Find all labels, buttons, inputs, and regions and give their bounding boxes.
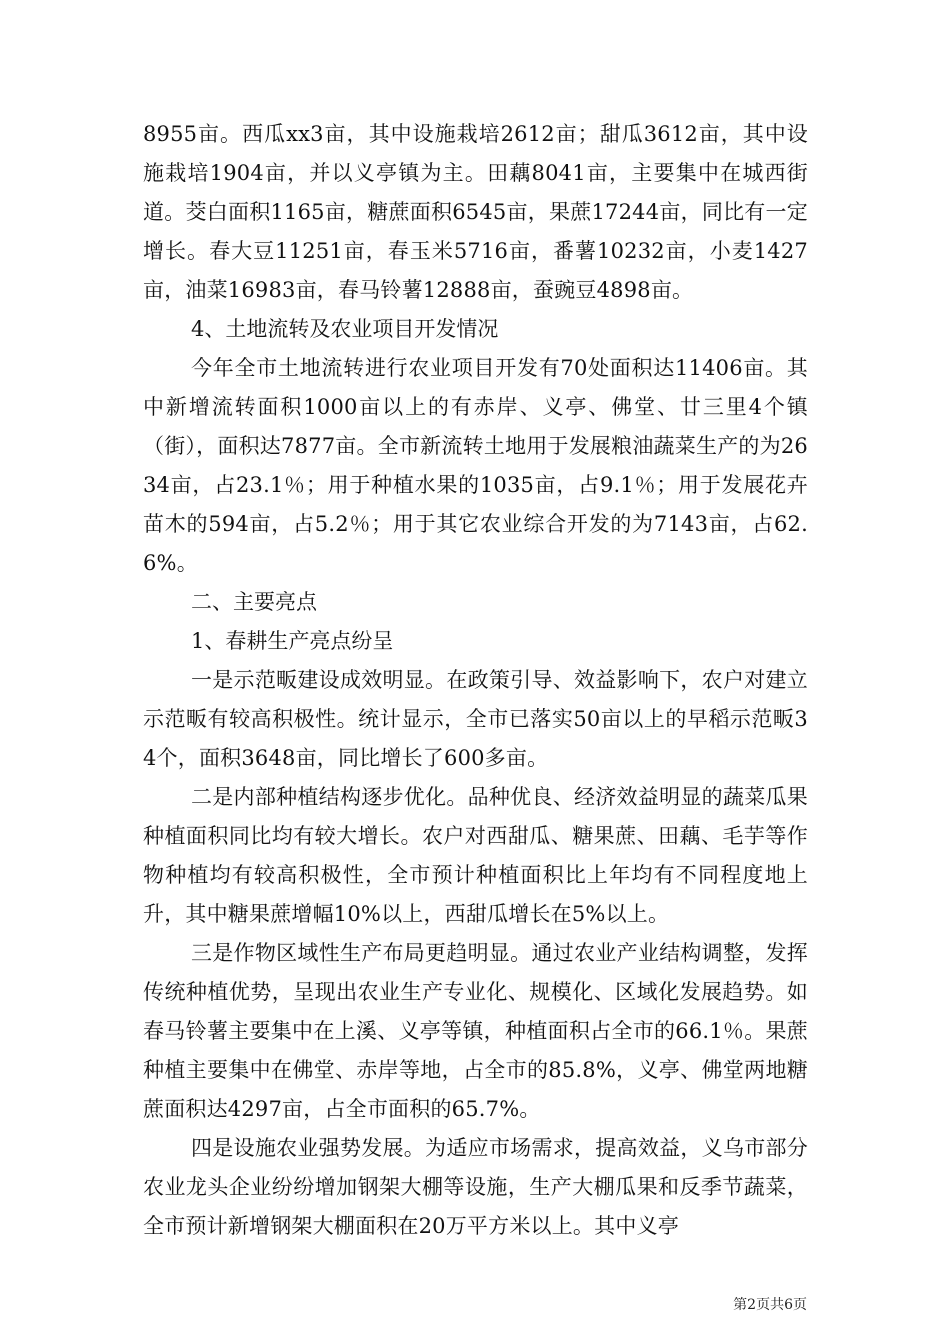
paragraph-demo-fields: 一是示范畈建设成效明显。在政策引导、效益影响下，农户对建立示范畈有较高积极性。统计显示，全市已落实50亩以上的早稻示范畈34个，面积3648亩，同比增长了600多亩。	[143, 668, 808, 770]
page-number-label: 第2页共6页	[733, 1297, 807, 1313]
heading-main-highlights: 二、主要亮点	[191, 590, 317, 614]
paragraph-regional-layout: 三是作物区域性生产布局更趋明显。通过农业产业结构调整，发挥传统种植优势，呈现出农业生产专业化、规模化、区域化发展趋势。如春马铃薯主要集中在上溪、义亭等镇，种植面积占全市的66.1％。果蔗种植主要集中在佛堂、赤岸等地，占全市的85.8%，义亭、佛堂两地糖蔗面积达4297亩，占全市面积的65.7%。	[143, 941, 808, 1121]
document-body	[143, 115, 808, 1246]
page-footer	[733, 1296, 807, 1314]
paragraph-crop-areas: 8955亩。西瓜xx3亩，其中设施栽培2612亩；甜瓜3612亩，其中设施栽培1904亩，并以义亭镇为主。田藕8041亩，主要集中在城西街道。茭白面积1165亩，糖蔗面积6545亩，果蔗17244亩，同比有一定增长。春大豆11251亩，春玉米5716亩，番薯10232亩，小麦1427亩，油菜16983亩，春马铃薯12888亩，蚕豌豆4898亩。	[143, 122, 808, 302]
paragraph-planting-structure: 二是内部种植结构逐步优化。品种优良、经济效益明显的蔬菜瓜果种植面积同比均有较大增长。农户对西甜瓜、糖果蔗、田藕、毛芋等作物种植均有较高积极性，全市预计种植面积比上年均有不同程度地上升，其中糖果蔗增幅10%以上，西甜瓜增长在5%以上。	[143, 785, 808, 926]
paragraph-facility-agriculture: 四是设施农业强势发展。为适应市场需求，提高效益，义乌市部分农业龙头企业纷纷增加钢架大棚等设施，生产大棚瓜果和反季节蔬菜，全市预计新增钢架大棚面积在20万平方米以上。其中义亭	[143, 1136, 808, 1238]
paragraph-land-transfer: 今年全市土地流转进行农业项目开发有70处面积达11406亩。其中新增流转面积1000亩以上的有赤岸、义亭、佛堂、廿三里4个镇（街），面积达7877亩。全市新流转土地用于发展粮油蔬菜生产的为2634亩，占23.1％；用于种植水果的1035亩，占9.1％；用于发展花卉苗木的594亩，占5.2％；用于其它农业综合开发的为7143亩，占62.6%。	[143, 356, 808, 575]
heading-land-transfer: 4、土地流转及农业项目开发情况	[191, 317, 499, 341]
heading-spring-farming: 1、春耕生产亮点纷呈	[191, 629, 394, 653]
